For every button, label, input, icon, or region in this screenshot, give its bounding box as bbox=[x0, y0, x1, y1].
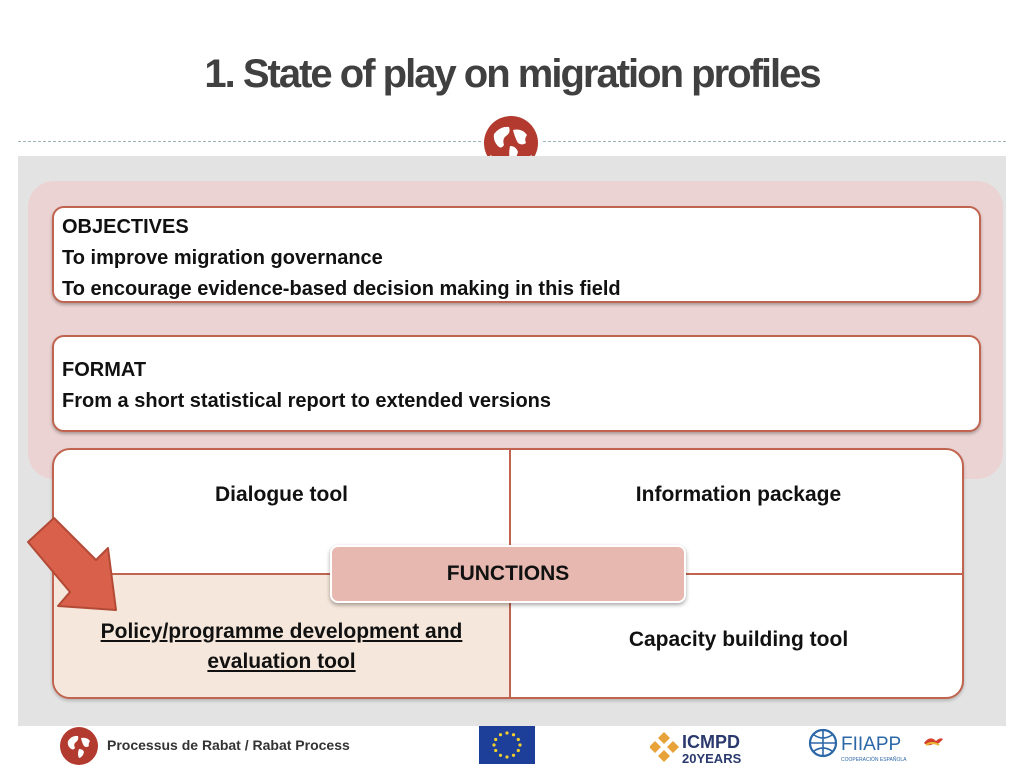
function-information-package: Information package bbox=[635, 483, 842, 506]
objectives-line-1: To improve migration governance bbox=[62, 247, 383, 269]
function-policy-development-label: Policy/programme development and evaluation tool bbox=[100, 619, 463, 673]
icmpd-years: 20YEARS bbox=[682, 751, 742, 766]
arrow-down-right-icon bbox=[24, 516, 124, 616]
objectives-heading: OBJECTIVES bbox=[62, 216, 189, 238]
globe-footer-icon bbox=[59, 726, 99, 766]
objectives-line-2: To encourage evidence-based decision making in this field bbox=[62, 278, 621, 300]
format-heading: FORMAT bbox=[62, 359, 147, 381]
format-line: From a short statistical report to extended versions bbox=[62, 390, 552, 412]
cooperacion-espanola-icon bbox=[922, 733, 944, 751]
functions-label: FUNCTIONS bbox=[330, 545, 686, 603]
format-box bbox=[52, 335, 981, 432]
icmpd-text: ICMPD bbox=[682, 732, 740, 752]
objectives-box bbox=[52, 206, 981, 303]
footer-process-text: Processus de Rabat / Rabat Process bbox=[107, 737, 350, 753]
icmpd-logo-icon bbox=[650, 728, 750, 766]
fiiapp-text: FIIAPP bbox=[841, 734, 902, 755]
slide-title: 1. State of play on migration profiles bbox=[204, 52, 820, 96]
eu-flag-icon bbox=[479, 726, 535, 764]
fiiapp-subtext: COOPERACIÓN ESPAÑOLA bbox=[841, 757, 907, 763]
function-dialogue-tool: Dialogue tool bbox=[215, 483, 348, 506]
function-capacity-building: Capacity building tool bbox=[628, 627, 849, 651]
fiiapp-logo-icon bbox=[808, 727, 913, 765]
